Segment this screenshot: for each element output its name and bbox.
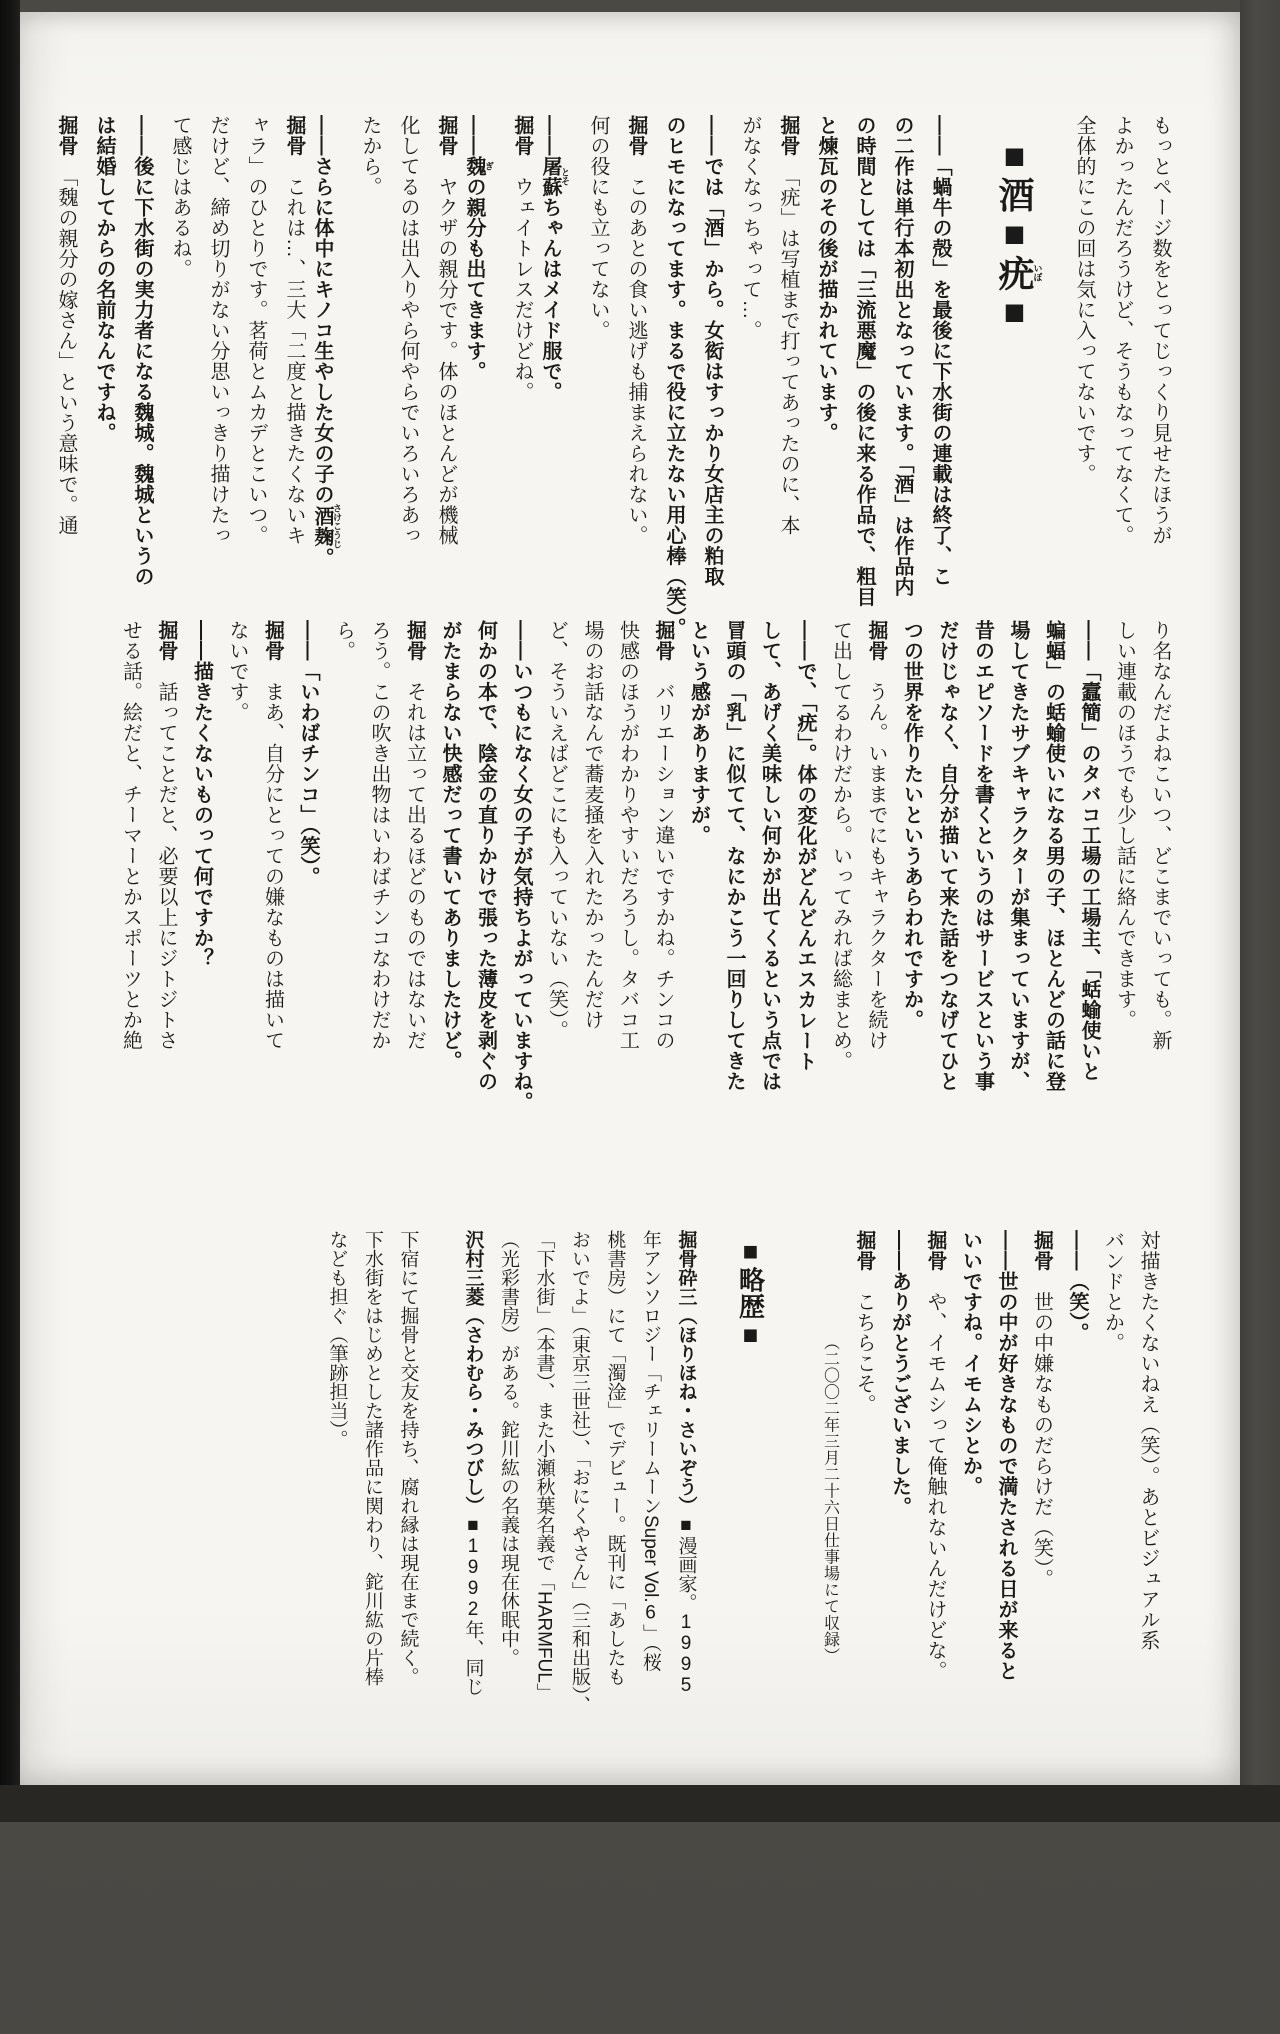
interview-answer-column: だけど、締め切りがない分思いっきり描けたっ <box>207 115 229 546</box>
interview-answer-column: ャラ」のひとりです。茗荷とムカデとこいつ。 <box>245 115 267 546</box>
biography-column: 「下水街」（本書）、また小瀬秋葉名義で「HARMFUL」 <box>533 1230 555 1702</box>
interview-question-column: ――で、「疣」。体の変化がどんどんエスカレート <box>794 620 816 1072</box>
interview-question-column: 何かの本で、陰金の直りかけで張った薄皮を剥ぐの <box>474 620 497 1092</box>
interview-answer-column: て感じはあるね。 <box>169 115 191 279</box>
biography-column: おいでよ」（東京三世社）、「おにくやさん」（三和出版）、 <box>569 1230 590 1715</box>
interview-answer-column: 掘骨 こちらこそ。 <box>853 1230 875 1415</box>
interview-and-bio-band-bottom <box>311 1230 1158 2034</box>
interview-answer-column: がなくなっちゃって…。 <box>739 115 761 341</box>
interview-answer-column: ないです。 <box>226 620 248 723</box>
interview-question-column: ――後に下水街の実力者になる魏城。魏城というの <box>131 115 153 587</box>
interview-question-column: ――「蠧簡」のタバコ工場の工場主、「蛞蝓使いと <box>1078 620 1100 1082</box>
interview-question-column: は結婚してからの名前なんですね。 <box>93 115 115 443</box>
interview-question-column: という感がありますが。 <box>687 620 710 846</box>
interview-band-middle <box>105 620 1170 1320</box>
biography-column: 下宿にて掘骨と交友を持ち、腐れ縁は現在まで続く。 <box>397 1230 419 1686</box>
interview-question-column: 蝙蝠」の蛞蝓使いになる男の子、ほとんどの話に登 <box>1042 620 1065 1092</box>
biography-column: 掘骨砕三（ほりほね・さいぞう）■漫画家。1995 <box>675 1230 697 1696</box>
interview-answer-column: 化してるのは出入りやら何やらでいろいろあっ <box>397 115 419 546</box>
scan-left-edge <box>0 0 20 1822</box>
interview-answer-column: ら。 <box>332 620 355 661</box>
interview-question-column: ――では「酒」から。女衒はすっかり女店主の粕取 <box>701 115 723 587</box>
interview-question-column: 場してきたサブキャラクターが集まっていますが、 <box>1007 620 1029 1092</box>
interview-answer-column: 掘骨 「魏の親分の嫁さん」という意味で。通 <box>55 115 77 536</box>
interview-answer-column: せる話。絵だと、チーマーとかスポーツとか絶 <box>119 620 142 1051</box>
interview-answer-column: 掘骨 バリエーション違いですかね。チンコの <box>652 620 674 1051</box>
interview-question-column: がたまらない快感だって書いてありましたけど。 <box>439 620 461 1071</box>
interview-question-column: ――ありがとうございました。 <box>888 1230 911 1517</box>
interview-answer-column: 掘骨 話ってことだと、必要以上にジトジトさ <box>155 620 177 1051</box>
interview-answer-column: たから。 <box>359 115 381 197</box>
interview-answer-column: ろう。この吹き出物はいわばチンコなわけだか <box>368 620 390 1051</box>
interview-question-column: の二作は単行本初出となっています。「酒」は作品内 <box>891 115 913 597</box>
interview-answer-column: バンドとか。 <box>1101 1230 1124 1353</box>
biography-column: 沢村三菱（さわむら・みつびし）■1992年、同じ <box>462 1230 484 1696</box>
interview-question-column: の時間としては「三流悪魔」の後に来る作品で、粗目 <box>853 115 875 607</box>
biography-column: なども担ぐ（筆跡担当）。 <box>326 1230 348 1449</box>
interview-answer-column: 掘骨 うん。いままでにもキャラクターを続け <box>865 620 887 1051</box>
interview-answer-column: 全体的にこの回は気に入ってないです。 <box>1073 115 1095 484</box>
interview-answer-column: 掘骨 まあ、自分にとっての嫌なものは描いて <box>261 620 284 1051</box>
interview-question-column: ――いつもになく女の子が気持ちよがっていますね。 <box>510 620 532 1112</box>
interview-answer-column: 掘骨 これは…、三大「二度と描きたくないキ <box>283 115 305 546</box>
interview-answer-column: て出してるわけだから。いってみれば総まとめ。 <box>829 620 852 1071</box>
interview-answer-column: しい連載のほうでも少し話に絡んできます。 <box>1113 620 1136 1030</box>
scan-right-edge <box>1240 0 1280 1822</box>
interview-answer-column: ど、そういえばどこにも入っていない（笑）。 <box>545 620 568 1041</box>
interview-answer-column: 掘骨 や、イモムシって俺触れないんだけどな。 <box>924 1230 946 1681</box>
interview-answer-column: 何の役にも立ってない。 <box>587 115 609 341</box>
biography-column: 年アンソロジー「チェリームーンSuper Vol.6」（桜 <box>640 1230 661 1672</box>
interview-question-column: のヒモになってます。まるで役に立たない用心棒（笑）。 <box>663 115 685 638</box>
interview-question-column: 冒頭の「乳」に似てて、なにかこう一回りしてきた <box>723 620 745 1092</box>
interview-answer-column: り名なんだよねこいつ、どこまでいっても。新 <box>1149 620 1171 1051</box>
interview-question-column: ――「いわばチンコ」（笑）。 <box>297 620 319 887</box>
interview-question-column: ――世の中が好きなもので満たされる日が来ると <box>995 1230 1017 1681</box>
interview-question-column: ――さらに体中にキノコ生やした女の子の酒麹 さけこうじ。 <box>311 115 342 568</box>
interview-question-column: いいですね。イモムシとか。 <box>959 1230 982 1497</box>
interview-answer-column: よかったんだろうけど、そうもなってなくて。 <box>1111 115 1133 546</box>
interview-question-column: つの世界を作りたいというあらわれですか。 <box>900 620 923 1030</box>
interview-question-column: して、あげく美味しい何かが出てくるという点では <box>758 620 781 1092</box>
interview-answer-column: もっとページ数をとってじっくり見せたほうが <box>1149 115 1171 546</box>
interview-answer-column: 掘骨 ウェイトレスだけどね。 <box>511 115 533 402</box>
interview-question-column: ――描きたくないものって何ですか？ <box>190 620 213 969</box>
interview-question-column: ――魏 ぎの親分も出てきます。 <box>463 115 494 382</box>
biography-column: （光彩書房）がある。鉈川紘の名義は現在休眠中。 <box>498 1230 519 1667</box>
biography-column: 下水街をはじめとした諸作品に関わり、鉈川紘の片棒 <box>362 1230 383 1686</box>
interview-question-column: ――「蝸牛の殻」を最後に下水街の連載は終了、こ <box>929 115 951 587</box>
interview-answer-column: 快感のほうがわかりやすいだろうし。タバコ工 <box>616 620 639 1051</box>
interview-answer-column: 場のお話なんで蕎麦掻を入れたかったんだけ <box>581 620 603 1030</box>
biography-column: 桃書房）にて「濁淦」でデビュー。既刊に「あしたも <box>604 1230 626 1686</box>
section-heading-sake-ibo: ■酒■疣いぼ■ <box>994 135 1043 333</box>
interview-answer-column: 掘骨 このあとの食い逃げも捕まえられない。 <box>625 115 647 546</box>
recording-date-note: （二〇〇二年三月二十六日仕事場にて収録） <box>821 1334 839 1664</box>
section-heading-ryakureki: ■略歴■ <box>735 1236 766 1350</box>
interview-question-column: と煉瓦のその後が描かれています。 <box>815 115 837 443</box>
interview-answer-column: 掘骨 ヤクザの親分です。体のほとんどが機械 <box>435 115 457 546</box>
interview-answer-column: 掘骨 それは立って出るほどのものではないだ <box>403 620 426 1051</box>
interview-question-column: ――（笑）。 <box>1066 1230 1088 1343</box>
book-page <box>20 12 1240 1785</box>
interview-question-column: 昔のエピソードを書くというのはサービスという事 <box>971 620 994 1092</box>
interview-answer-column: 対描きたくないねえ（笑）。あとビジュアル系 <box>1137 1230 1159 1651</box>
interview-question-column: ――屠蘇 とそちゃんはメイド服で。 <box>539 115 570 402</box>
interview-answer-column: 掘骨 「疣」は写植まで打ってあったのに、本 <box>777 115 799 536</box>
interview-answer-column: 掘骨 世の中嫌なものだらけだ（笑）。 <box>1030 1230 1053 1589</box>
interview-question-column: だけじゃなく、自分が描いて来た話をつなげてひと <box>936 620 958 1092</box>
